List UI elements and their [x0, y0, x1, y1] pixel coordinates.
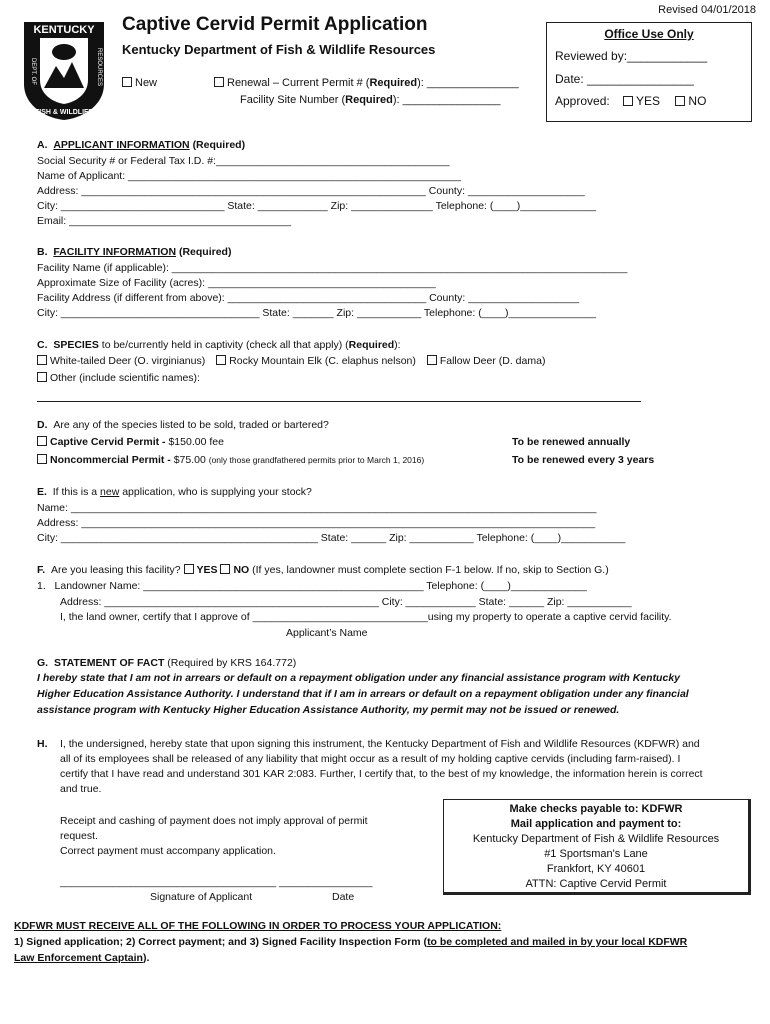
ssn-field[interactable]: Social Security # or Federal Tax I.D. #:________________________________________ [37, 155, 450, 167]
noncommercial-permit-checkbox[interactable] [37, 454, 47, 464]
leasing-no-checkbox[interactable] [220, 564, 230, 574]
section-h-letter: H. [37, 738, 48, 750]
applicant-name-field[interactable]: Name of Applicant: _________________________________________________________ [37, 170, 461, 182]
applicant-address-field[interactable]: Address: ___________________________________________________________ County: ____________________ [37, 185, 585, 197]
renewal-option[interactable]: Renewal – Current Permit # (Required): _______________ [214, 77, 519, 89]
captive-permit-checkbox[interactable] [37, 436, 47, 446]
receipt-note: request. [60, 830, 98, 842]
footer-heading: KDFWR MUST RECEIVE ALL OF THE FOLLOWING IN ORDER TO PROCESS YOUR APPLICATION: [14, 920, 502, 932]
form-title: Captive Cervid Permit Application [122, 14, 428, 35]
applicant-email-field[interactable]: Email: ______________________________________ [37, 215, 291, 227]
mail-city: Frankfort, KY 40601 [546, 863, 646, 875]
species-option[interactable]: Fallow Deer (D. dama) [427, 355, 546, 367]
receipt-note: Correct payment must accompany application. [60, 845, 276, 857]
footer-line-1: 1) Signed application; 2) Correct payment; and 3) Signed Facility Inspection Form (to be completed and mailed in by your local KDFWR [14, 936, 688, 948]
mail-street: #1 Sportsman's Lane [544, 848, 648, 860]
facility-city-field[interactable]: City: __________________________________ State: _______ Zip: ___________ Telephone: (____)_______________ [37, 307, 597, 319]
captive-permit-option[interactable]: Captive Cervid Permit - $150.00 fee [37, 436, 224, 448]
facility-size-field[interactable]: Approximate Size of Facility (acres): _______________________________________ [37, 277, 436, 289]
species-row [37, 355, 545, 367]
other-species-line[interactable] [37, 401, 641, 402]
section-f-question: F. Are you leasing this facility? YES NO (If yes, landowner must complete section F-1 below. If no, skip to Section G.) [37, 564, 609, 576]
reviewed-by-field[interactable]: Reviewed by:____________ [555, 49, 708, 63]
renewal-checkbox[interactable] [214, 77, 224, 87]
office-use-title: Office Use Only [604, 27, 694, 41]
office-use-box [546, 22, 752, 122]
office-date-field[interactable]: Date: ________________ [555, 72, 694, 86]
signature-caption: Signature of Applicant [150, 891, 253, 903]
leasing-yes-checkbox[interactable] [184, 564, 194, 574]
elk-checkbox[interactable] [216, 355, 226, 365]
applicant-name-caption: Applicant’s Name [286, 627, 368, 639]
landowner-certify-field[interactable]: I, the land owner, certify that I approve of ______________________________using my property to operate a captive cervid facility. [60, 611, 672, 623]
new-option[interactable]: New [122, 77, 157, 89]
species-option[interactable]: White-tailed Deer (O. virginianus) [37, 355, 205, 367]
fallow-deer-checkbox[interactable] [427, 355, 437, 365]
new-checkbox[interactable] [122, 77, 132, 87]
noncommercial-permit-option[interactable]: Noncommercial Permit - $75.00 (only those grandfathered permits prior to March 1, 2016) [37, 454, 424, 466]
white-tailed-deer-checkbox[interactable] [37, 355, 47, 365]
supplier-address-field[interactable]: Address: ________________________________________________________________________________________ [37, 517, 596, 529]
landowner-address-field[interactable]: Address: _______________________________________________ City: ____________ State: ______ Zip: ___________ [60, 596, 632, 608]
section-a-heading: A. APPLICANT INFORMATION (Required) [37, 139, 246, 151]
mail-attn: ATTN: Captive Cervid Permit [525, 878, 667, 890]
logo-text-bottom: FISH & WILDLIFE [35, 109, 93, 116]
section-b-heading: B. FACILITY INFORMATION (Required) [37, 246, 232, 258]
section-c-heading: C. SPECIES to be/currently held in captivity (check all that apply) (Required): [37, 339, 401, 351]
supplier-name-field[interactable]: Name: __________________________________________________________________________________________ [37, 502, 597, 514]
section-d-question: D. Are any of the species listed to be sold, traded or bartered? [37, 419, 329, 431]
statement-line: assistance program with Kentucky Higher Education Assistance Authority, my permit may not be issued or renewed. [37, 704, 620, 716]
supplier-city-field[interactable]: City: ____________________________________________ State: ______ Zip: ___________ Telephone: (____)___________ [37, 532, 626, 544]
other-species-option[interactable]: Other (include scientific names): [37, 372, 200, 384]
logo-text-right: RESOURCES [96, 48, 102, 87]
mail-to-label: Mail application and payment to: [510, 818, 682, 830]
landowner-row[interactable]: 1. Landowner Name: ________________________________________________ Telephone: (____)_____________ [37, 580, 587, 592]
facility-address-field[interactable]: Facility Address (if different from above): __________________________________ County: ___________________ [37, 292, 580, 304]
mailing-info-box [443, 799, 751, 895]
form-subtitle: Kentucky Department of Fish & Wildlife Resources [122, 42, 436, 57]
mail-org: Kentucky Department of Fish & Wildlife Resources [472, 833, 720, 845]
release-line: I, the undersigned, hereby state that upon signing this instrument, the Kentucky Department of Fish and Wildlife Resources (KDFWR) and [60, 738, 700, 750]
section-e-question: E. If this is a new application, who is supplying your stock? [37, 486, 312, 498]
statement-line: Higher Education Assistance Authority. I understand that if I am in arrears or default on a repayment obligation under any financial [37, 688, 689, 700]
statement-line: I hereby state that I am not in arrears or default on a repayment obligation under any financial assistance program with Kentucky [37, 672, 680, 684]
release-line: and true. [60, 783, 102, 795]
logo-text-top: KENTUCKY [33, 24, 95, 36]
applicant-city-field[interactable]: City: ____________________________ State: ____________ Zip: ______________ Telephone: (____)_____________ [37, 200, 597, 212]
section-g-heading: G. STATEMENT OF FACT (Required by KRS 164.772) [37, 657, 297, 669]
signature-line[interactable]: _____________________________________ ________________ [60, 876, 373, 888]
noncommercial-renewal-note: To be renewed every 3 years [512, 454, 655, 466]
revised-date: Revised 04/01/2018 [658, 4, 756, 16]
release-line: certify that I have read and understand 301 KAR 2:083. Further, I certify that, to the best of my knowledge, the information herein is correct [60, 768, 703, 780]
facility-site-field[interactable]: Facility Site Number (Required): ________________ [240, 94, 501, 106]
receipt-note: Receipt and cashing of payment does not imply approval of permit [60, 815, 368, 827]
release-line: all of its employees shall be released of any liability that might occur as a result of my holding captive cervids (including farm-raised). I [60, 753, 681, 765]
checks-payable: Make checks payable to: KDFWR [509, 803, 683, 815]
logo-text-left: DEPT. OF [30, 58, 36, 86]
facility-name-field[interactable]: Facility Name (if applicable): ______________________________________________________________________________ [37, 262, 628, 274]
other-species-checkbox[interactable] [37, 372, 47, 382]
approved-row: Approved: YES NO [555, 94, 707, 108]
species-option[interactable]: Rocky Mountain Elk (C. elaphus nelson) [216, 355, 416, 367]
approved-no-checkbox[interactable] [675, 96, 685, 106]
footer-line-2: Law Enforcement Captain). [14, 952, 150, 964]
kdfwr-logo [20, 18, 108, 122]
date-caption: Date [332, 891, 355, 903]
approved-yes-checkbox[interactable] [623, 96, 633, 106]
captive-renewal-note: To be renewed annually [512, 436, 631, 448]
